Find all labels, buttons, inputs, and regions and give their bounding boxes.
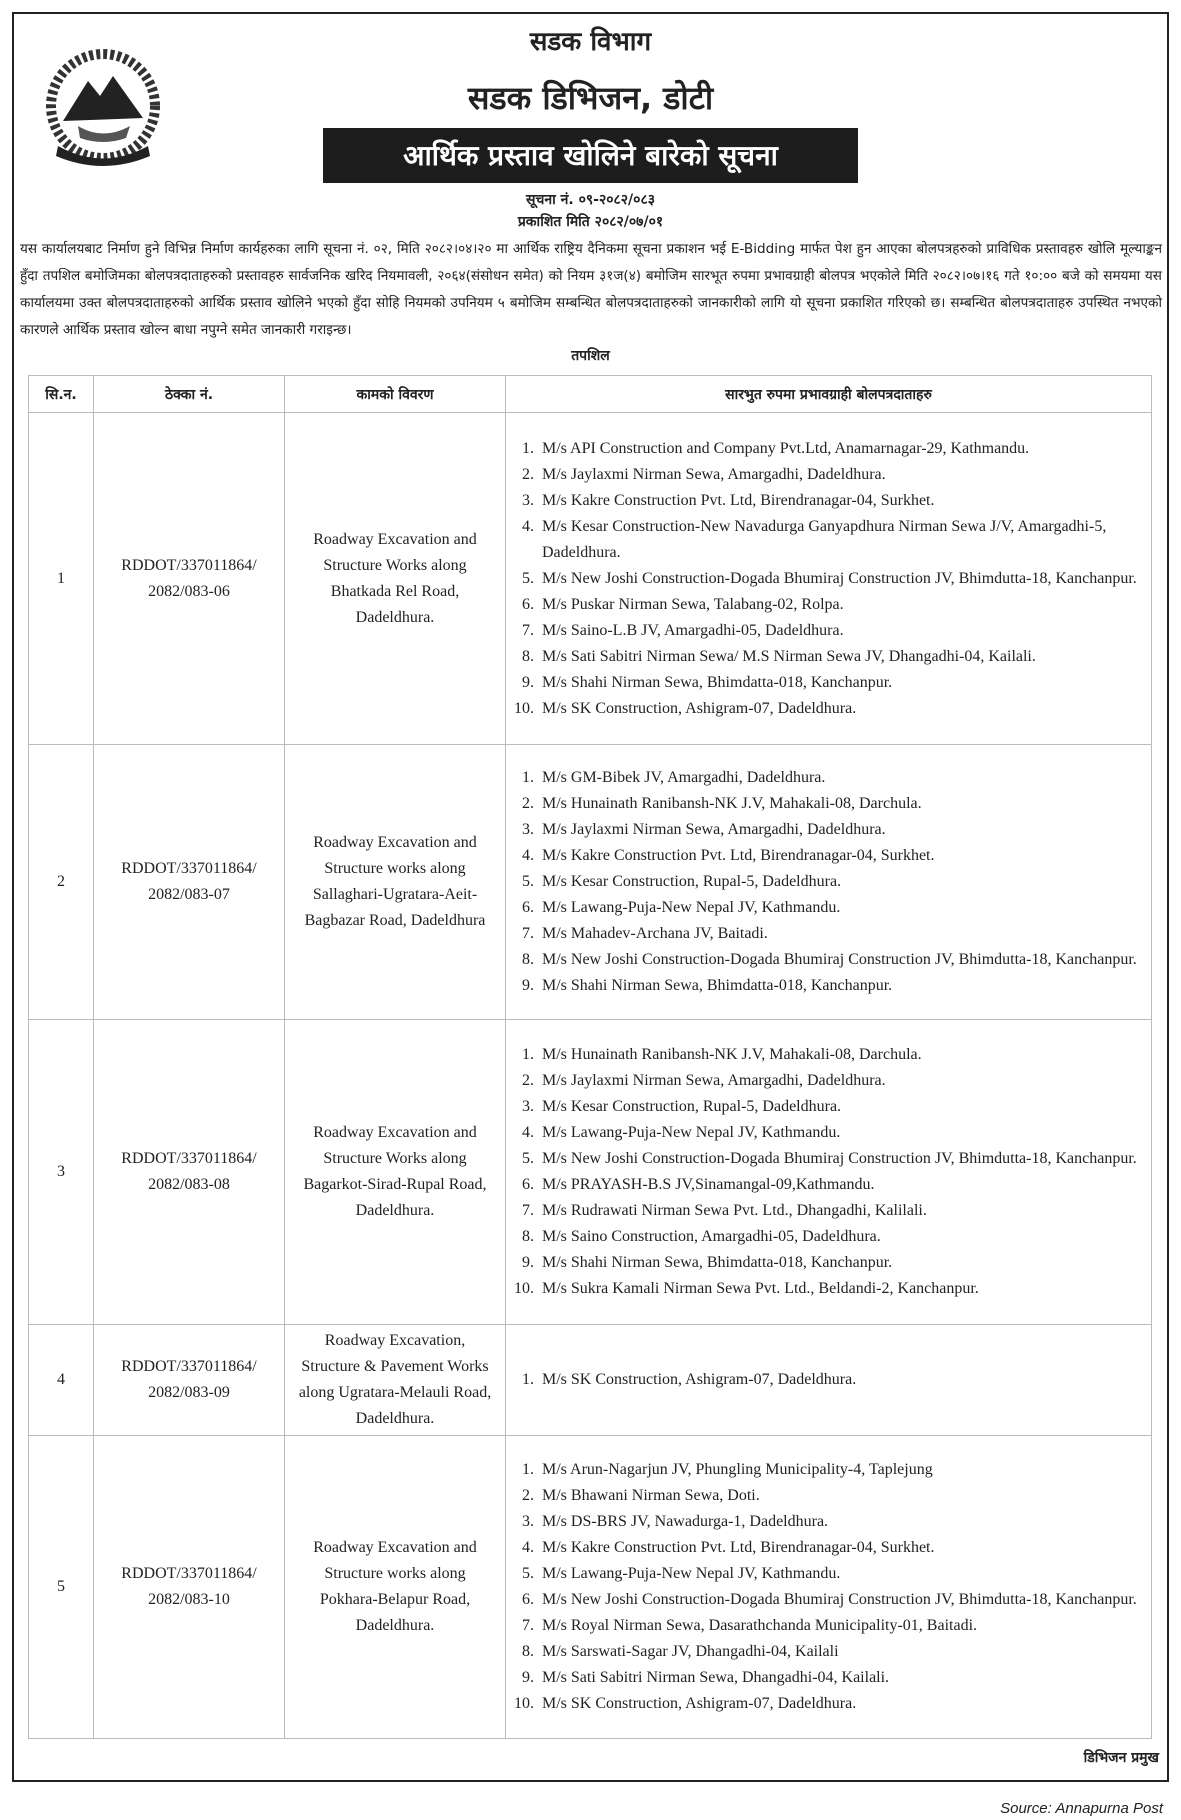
list-number: 5.: [522, 1565, 534, 1582]
table-row: [29, 1020, 1152, 1325]
list-number: 3.: [522, 821, 534, 838]
list-number: 6.: [522, 1591, 534, 1608]
list-number: 4.: [522, 847, 534, 864]
contract-number-cell: RDDOT/337011864/ 2082/083-10: [94, 1436, 285, 1739]
list-number: 1.: [522, 1046, 534, 1063]
list-number: 7.: [522, 621, 534, 639]
table-header-row: [29, 376, 1152, 413]
list-item: [512, 1691, 1145, 1717]
list-number: 7.: [522, 1202, 534, 1219]
list-item: [512, 1198, 1145, 1224]
list-item: [512, 1146, 1145, 1172]
bidder-name: M/s Lawang-Puja-New Nepal JV, Kathmandu.: [542, 1124, 841, 1141]
bidders-table: [28, 375, 1152, 1739]
work-description-cell: Roadway Excavation and Structure works along Sallaghari-Ugratara-Aeit-Bagbazar Road, Dadeldhura: [285, 745, 506, 1020]
list-number: 8.: [522, 1643, 534, 1660]
list-number: 9.: [522, 673, 534, 691]
bidder-name: M/s Jaylaxmi Nirman Sewa, Amargadhi, Dadeldhura.: [542, 821, 886, 838]
serial-number-cell: 1: [29, 413, 94, 745]
list-number: 2.: [522, 1487, 534, 1504]
list-item: [512, 895, 1145, 921]
list-item: [512, 1483, 1145, 1509]
department-name: सडक विभाग: [529, 27, 652, 57]
col-header-description: कामको विवरण: [285, 376, 506, 413]
list-number: 7.: [522, 1617, 534, 1634]
list-item: [512, 1094, 1145, 1120]
bidder-name: M/s New Joshi Construction-Dogada Bhumiraj Construction JV, Bhimdutta-18, Kanchanpur.: [542, 569, 1137, 587]
list-item: [512, 817, 1145, 843]
list-item: [512, 592, 1145, 618]
published-date: प्रकाशित मिति २०८२/०७/०१: [517, 214, 664, 230]
bidder-name: M/s Sukra Kamali Nirman Sewa Pvt. Ltd., Beldandi-2, Kanchanpur.: [542, 1280, 979, 1297]
list-item: [512, 1613, 1145, 1639]
bidder-name: M/s Puskar Nirman Sewa, Talabang-02, Rolpa.: [542, 595, 844, 613]
list-number: 9.: [522, 1254, 534, 1271]
contract-number-cell: RDDOT/337011864/ 2082/083-06: [94, 413, 285, 745]
list-number: 8.: [522, 951, 534, 968]
bidder-name: M/s Rudrawati Nirman Sewa Pvt. Ltd., Dhangadhi, Kalilali.: [542, 1202, 927, 1219]
division-name: सडक डिभिजन, डोटी: [467, 79, 714, 117]
list-number: 1.: [522, 439, 534, 457]
bidder-name: M/s Kesar Construction, Rupal-5, Dadeldhura.: [542, 1098, 842, 1115]
bidder-name: M/s Saino-L.B JV, Amargadhi-05, Dadeldhura.: [542, 621, 844, 639]
bidders-cell: [506, 745, 1152, 1020]
work-description-cell: Roadway Excavation, Structure & Pavement Works along Ugratara-Melauli Road, Dadeldhura.: [285, 1325, 506, 1436]
bidder-name: M/s Kakre Construction Pvt. Ltd, Birendranagar-04, Surkhet.: [542, 491, 935, 509]
notice-body: यस कार्यालयबाट निर्माण हुने विभिन्न निर्माण कार्यहरुका लागि सूचना नं. ०२, मिति २०८२।०४।२० मा आर्थिक राष्ट्रिय दैनिकमा सूचना प्रकाशन भई E-Bidding मार्फत पेश हुन आएका बोलपत्रहरुको प्राविधिक प्रस्तावहरु खोलि मूल्याङ्कन हुँदा तपशिल बमोजिमका बोलपत्रदाताहरुको प्रस्तावहरु सार्वजनिक खरिद नियमावली, २०६४(संसोधन समेत) को नियम ३१ज(४) बमोजिम सारभूत रुपमा प्रभावग्राही बोलपत्र भएकोले मिति २०८२।०७।१६ गते १०:०० बजे को समयमा यस कार्यालयमा उक्त बोलपत्रदाताहरुको आर्थिक प्रस्ताव खोलिने भएको हुँदा सोहि नियमको उपनियम ५ बमोजिम सम्बन्धित बोलपत्रदाताहरुको जानकारीको लागि यो सूचना प्रकाशित गरिएको छ। सम्बन्धित बोलपत्रदाताहरु उपस्थित नभएको कारणले आर्थिक प्रस्ताव खोल्न बाधा नपुग्ने समेत जानकारी गराइन्छ।: [20, 241, 1162, 338]
list-item: [512, 791, 1145, 817]
source-credit: Source: Annapurna Post: [1000, 1800, 1163, 1817]
list-item: [512, 1224, 1145, 1250]
list-item: [512, 921, 1145, 947]
bidder-name: M/s Kakre Construction Pvt. Ltd, Birendranagar-04, Surkhet.: [542, 1539, 935, 1556]
bidder-name: M/s Sati Sabitri Nirman Sewa, Dhangadhi-04, Kailali.: [542, 1669, 890, 1686]
bidder-name: M/s Arun-Nagarjun JV, Phungling Municipality-4, Taplejung: [542, 1461, 933, 1478]
serial-number-cell: 3: [29, 1020, 94, 1325]
list-item: [512, 869, 1145, 895]
contract-number-cell: RDDOT/337011864/ 2082/083-08: [94, 1020, 285, 1325]
list-item: [512, 462, 1145, 488]
list-item: [512, 1587, 1145, 1613]
bidder-name: M/s SK Construction, Ashigram-07, Dadeldhura.: [542, 699, 857, 717]
list-number: 4.: [522, 1124, 534, 1141]
bidder-name: M/s Shahi Nirman Sewa, Bhimdatta-018, Kanchanpur.: [542, 673, 893, 691]
bidder-name: M/s Hunainath Ranibansh-NK J.V, Mahakali-08, Darchula.: [542, 1046, 922, 1063]
list-item: [512, 1561, 1145, 1587]
bidder-name: M/s Royal Nirman Sewa, Dasarathchanda Municipality-01, Baitadi.: [542, 1617, 978, 1634]
list-number: 1.: [522, 1371, 534, 1388]
list-item: [512, 436, 1145, 462]
list-number: 9.: [522, 977, 534, 994]
bidder-name: M/s GM-Bibek JV, Amargadhi, Dadeldhura.: [542, 769, 826, 786]
list-number: 5.: [522, 1150, 534, 1167]
serial-number-cell: 4: [29, 1325, 94, 1436]
list-item: [512, 1509, 1145, 1535]
list-number: 3.: [522, 491, 534, 509]
work-description-cell: Roadway Excavation and Structure works along Pokhara-Belapur Road, Dadeldhura.: [285, 1436, 506, 1739]
notice-number: सूचना नं. ०९-२०८२/०८३: [525, 192, 656, 208]
bidder-name: M/s Lawang-Puja-New Nepal JV, Kathmandu.: [542, 899, 841, 916]
list-number: 1.: [522, 1461, 534, 1478]
bidder-name: M/s New Joshi Construction-Dogada Bhumiraj Construction JV, Bhimdutta-18, Kanchanpur.: [542, 1150, 1137, 1167]
list-number: 7.: [522, 925, 534, 942]
bidders-cell: [506, 413, 1152, 745]
list-number: 2.: [522, 465, 534, 483]
list-item: [512, 1276, 1145, 1302]
col-header-contract: ठेक्का नं.: [94, 376, 285, 413]
table-row: [29, 745, 1152, 1020]
list-item: [512, 618, 1145, 644]
list-number: 3.: [522, 1513, 534, 1530]
list-number: 4.: [522, 1539, 534, 1556]
bidder-name: M/s Saino Construction, Amargadhi-05, Dadeldhura.: [542, 1228, 881, 1245]
bidder-name: M/s New Joshi Construction-Dogada Bhumiraj Construction JV, Bhimdutta-18, Kanchanpur.: [542, 1591, 1137, 1608]
list-number: 4.: [522, 517, 534, 535]
bidder-name: M/s Shahi Nirman Sewa, Bhimdatta-018, Kanchanpur.: [542, 977, 893, 994]
list-item: [512, 1665, 1145, 1691]
bidder-name: M/s Kesar Construction-New Navadurga Ganyapdhura Nirman Sewa J/V, Amargadhi-5, Dadeldhura.: [542, 517, 1107, 561]
bidders-cell: [506, 1436, 1152, 1739]
list-number: 3.: [522, 1098, 534, 1115]
bidder-name: M/s Jaylaxmi Nirman Sewa, Amargadhi, Dadeldhura.: [542, 465, 886, 483]
list-item: [512, 1367, 1145, 1393]
list-number: 10.: [514, 1280, 534, 1297]
signature-title: डिभिजन प्रमुख: [1083, 1750, 1159, 1766]
bidder-name: M/s SK Construction, Ashigram-07, Dadeldhura.: [542, 1371, 857, 1388]
list-item: [512, 765, 1145, 791]
list-item: [512, 843, 1145, 869]
bidder-name: M/s Shahi Nirman Sewa, Bhimdatta-018, Kanchanpur.: [542, 1254, 893, 1271]
list-number: 1.: [522, 769, 534, 786]
list-number: 10.: [514, 699, 534, 717]
list-item: [512, 514, 1145, 566]
list-number: 6.: [522, 1176, 534, 1193]
bidder-name: M/s Jaylaxmi Nirman Sewa, Amargadhi, Dadeldhura.: [542, 1072, 886, 1089]
bidder-name: M/s Sarswati-Sagar JV, Dhangadhi-04, Kailali: [542, 1643, 839, 1660]
list-number: 6.: [522, 595, 534, 613]
list-number: 9.: [522, 1669, 534, 1686]
bidder-name: M/s Kakre Construction Pvt. Ltd, Birendranagar-04, Surkhet.: [542, 847, 935, 864]
work-description-cell: Roadway Excavation and Structure Works along Bagarkot-Sirad-Rupal Road, Dadeldhura.: [285, 1020, 506, 1325]
list-number: 2.: [522, 1072, 534, 1089]
list-item: [512, 1042, 1145, 1068]
list-item: [512, 1120, 1145, 1146]
list-number: 8.: [522, 1228, 534, 1245]
serial-number-cell: 2: [29, 745, 94, 1020]
list-item: [512, 696, 1145, 722]
list-number: 5.: [522, 569, 534, 587]
bidder-name: M/s Kesar Construction, Rupal-5, Dadeldhura.: [542, 873, 842, 890]
list-number: 8.: [522, 647, 534, 665]
list-item: [512, 566, 1145, 592]
list-item: [512, 1457, 1145, 1483]
list-item: [512, 670, 1145, 696]
list-item: [512, 1068, 1145, 1094]
list-number: 5.: [522, 873, 534, 890]
bidder-name: M/s Sati Sabitri Nirman Sewa/ M.S Nirman Sewa JV, Dhangadhi-04, Kailali.: [542, 647, 1036, 665]
bidder-name: M/s Hunainath Ranibansh-NK J.V, Mahakali-08, Darchula.: [542, 795, 922, 812]
list-item: [512, 947, 1145, 973]
table-row: [29, 1325, 1152, 1436]
work-description-cell: Roadway Excavation and Structure Works along Bhatkada Rel Road, Dadeldhura.: [285, 413, 506, 745]
bidder-name: M/s DS-BRS JV, Nawadurga-1, Dadeldhura.: [542, 1513, 829, 1530]
bidders-cell: [506, 1020, 1152, 1325]
col-header-bidders: सारभुत रुपमा प्रभावग्राही बोलपत्रदाताहरु: [506, 376, 1152, 413]
contract-number-cell: RDDOT/337011864/ 2082/083-07: [94, 745, 285, 1020]
contract-number-cell: RDDOT/337011864/ 2082/083-09: [94, 1325, 285, 1436]
bidder-name: M/s API Construction and Company Pvt.Ltd, Anamarnagar-29, Kathmandu.: [542, 439, 1030, 457]
table-row: [29, 1436, 1152, 1739]
schedule-heading: तपशिल: [571, 348, 610, 364]
bidders-cell: [506, 1325, 1152, 1436]
list-number: 2.: [522, 795, 534, 812]
list-item: [512, 644, 1145, 670]
col-header-sn: सि.न.: [29, 376, 94, 413]
bidder-name: M/s PRAYASH-B.S JV,Sinamangal-09,Kathmandu.: [542, 1176, 875, 1193]
bidder-name: M/s Mahadev-Archana JV, Baitadi.: [542, 925, 768, 942]
table-row: [29, 413, 1152, 745]
list-item: [512, 488, 1145, 514]
list-item: [512, 1250, 1145, 1276]
list-number: 6.: [522, 899, 534, 916]
list-number: 10.: [514, 1695, 534, 1712]
notice-title: आर्थिक प्रस्ताव खोलिने बारेको सूचना: [323, 128, 858, 183]
list-item: [512, 1535, 1145, 1561]
serial-number-cell: 5: [29, 1436, 94, 1739]
list-item: [512, 1172, 1145, 1198]
list-item: [512, 1639, 1145, 1665]
bidder-name: M/s New Joshi Construction-Dogada Bhumiraj Construction JV, Bhimdutta-18, Kanchanpur.: [542, 951, 1137, 968]
list-item: [512, 973, 1145, 999]
bidder-name: M/s Bhawani Nirman Sewa, Doti.: [542, 1487, 760, 1504]
bidder-name: M/s Lawang-Puja-New Nepal JV, Kathmandu.: [542, 1565, 841, 1582]
bidder-name: M/s SK Construction, Ashigram-07, Dadeldhura.: [542, 1695, 857, 1712]
